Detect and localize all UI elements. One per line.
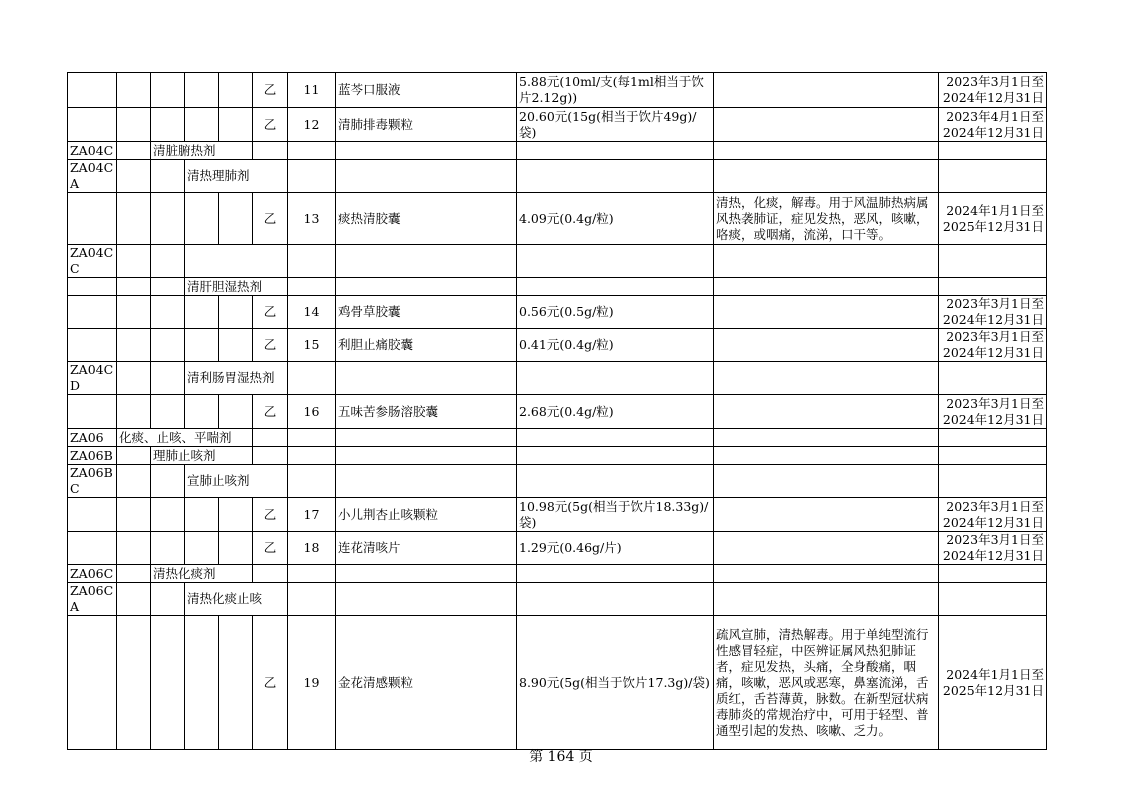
category-code-cell: ZA04CD <box>68 362 117 395</box>
drug-number-cell: 14 <box>288 296 336 329</box>
category-name-cell: 宣肺止咳剂 <box>185 465 288 498</box>
payment-scope-cell <box>714 465 939 498</box>
payment-scope-cell <box>714 245 939 278</box>
drug-number-cell: 13 <box>288 193 336 245</box>
empty-cell <box>117 583 151 616</box>
empty-cell <box>253 447 288 465</box>
empty-cell <box>219 616 253 750</box>
page-number: 第 164 页 <box>529 749 593 765</box>
drug-number-cell: 16 <box>288 395 336 429</box>
empty-cell <box>253 565 288 583</box>
price-spec-cell <box>517 565 714 583</box>
validity-date-cell: 2023年3月1日至2024年12月31日 <box>939 73 1047 108</box>
empty-cell <box>117 245 151 278</box>
empty-cell <box>288 278 336 296</box>
drug-name-cell: 金花清感颗粒 <box>336 616 517 750</box>
category-row <box>68 362 1047 395</box>
drug-type-cell: 乙 <box>253 73 288 108</box>
payment-scope-cell <box>714 362 939 395</box>
drug-name-cell: 清肺排毒颗粒 <box>336 108 517 142</box>
category-name-cell: 化痰、止咳、平喘剂 <box>117 429 253 447</box>
empty-cell <box>253 429 288 447</box>
category-row <box>68 160 1047 193</box>
empty-cell <box>219 395 253 429</box>
code-cell <box>68 616 117 750</box>
validity-date-cell: 2024年1月1日至2025年12月31日 <box>939 616 1047 750</box>
price-spec-cell <box>517 583 714 616</box>
payment-scope-cell <box>714 278 939 296</box>
drug-name-cell <box>336 362 517 395</box>
drug-name-cell: 痰热清胶囊 <box>336 193 517 245</box>
price-spec-cell: 0.41元(0.4g/粒) <box>517 329 714 362</box>
payment-scope-cell <box>714 108 939 142</box>
empty-cell <box>288 565 336 583</box>
category-row <box>68 565 1047 583</box>
drug-number-cell: 18 <box>288 532 336 565</box>
category-row <box>68 583 1047 616</box>
drug-number-cell: 15 <box>288 329 336 362</box>
category-code-cell <box>68 278 117 296</box>
category-code-cell: ZA04C <box>68 142 117 160</box>
empty-cell <box>151 395 185 429</box>
empty-cell <box>117 532 151 565</box>
category-code-cell: ZA06B <box>68 447 117 465</box>
drug-name-cell <box>336 160 517 193</box>
empty-cell <box>185 329 219 362</box>
drug-name-cell <box>336 565 517 583</box>
empty-cell <box>151 465 185 498</box>
price-spec-cell <box>517 142 714 160</box>
empty-cell <box>117 296 151 329</box>
code-cell <box>68 296 117 329</box>
empty-cell <box>117 616 151 750</box>
empty-cell <box>288 465 336 498</box>
drug-name-cell <box>336 465 517 498</box>
drug-number-cell: 11 <box>288 73 336 108</box>
empty-cell <box>117 193 151 245</box>
category-name-cell <box>185 245 288 278</box>
empty-cell <box>185 616 219 750</box>
payment-scope-cell <box>714 329 939 362</box>
category-name-cell: 清肝胆湿热剂 <box>185 278 288 296</box>
empty-cell <box>151 498 185 532</box>
category-code-cell: ZA04CC <box>68 245 117 278</box>
table-body <box>68 73 1047 750</box>
drug-row <box>68 108 1047 142</box>
category-name-cell: 清热化痰剂 <box>151 565 253 583</box>
drug-type-cell: 乙 <box>253 193 288 245</box>
empty-cell <box>151 73 185 108</box>
empty-cell <box>151 193 185 245</box>
drug-number-cell: 17 <box>288 498 336 532</box>
category-name-cell: 清热化痰止咳 <box>185 583 288 616</box>
category-code-cell: ZA04CA <box>68 160 117 193</box>
empty-cell <box>219 532 253 565</box>
price-spec-cell <box>517 245 714 278</box>
empty-cell <box>117 142 151 160</box>
validity-date-cell <box>939 429 1047 447</box>
price-spec-cell <box>517 429 714 447</box>
empty-cell <box>219 296 253 329</box>
drug-name-cell: 五味苦参肠溶胶囊 <box>336 395 517 429</box>
category-name-cell: 清脏腑热剂 <box>151 142 253 160</box>
validity-date-cell <box>939 583 1047 616</box>
price-spec-cell <box>517 160 714 193</box>
empty-cell <box>185 395 219 429</box>
payment-scope-cell: 疏风宣肺，清热解毒。用于单纯型流行性感冒轻症，中医辨证属风热犯肺证者，症见发热，头痛，全身酸痛，咽痛，咳嗽，恶风或恶寒，鼻塞流涕，舌质红，舌苔薄黄，脉数。在新型冠状病毒肺炎的常规治疗中，可用于轻型、普通型引起的发热、咳嗽、乏力。 <box>714 616 939 750</box>
category-row <box>68 142 1047 160</box>
drug-name-cell: 蓝芩口服液 <box>336 73 517 108</box>
validity-date-cell: 2023年3月1日至2024年12月31日 <box>939 395 1047 429</box>
empty-cell <box>151 160 185 193</box>
empty-cell <box>117 395 151 429</box>
drug-number-cell: 19 <box>288 616 336 750</box>
empty-cell <box>288 429 336 447</box>
category-code-cell: ZA06 <box>68 429 117 447</box>
validity-date-cell: 2023年3月1日至2024年12月31日 <box>939 532 1047 565</box>
validity-date-cell <box>939 447 1047 465</box>
validity-date-cell <box>939 362 1047 395</box>
empty-cell <box>117 73 151 108</box>
empty-cell <box>117 108 151 142</box>
price-spec-cell <box>517 465 714 498</box>
validity-date-cell <box>939 245 1047 278</box>
empty-cell <box>151 245 185 278</box>
drug-type-cell: 乙 <box>253 498 288 532</box>
payment-scope-cell: 清热，化痰，解毒。用于风温肺热病属风热袭肺证，症见发热，恶风，咳嗽，咯痰，或咽痛，流涕，口干等。 <box>714 193 939 245</box>
empty-cell <box>185 532 219 565</box>
payment-scope-cell <box>714 160 939 193</box>
empty-cell <box>185 498 219 532</box>
category-name-cell: 清利肠胃湿热剂 <box>185 362 288 395</box>
validity-date-cell <box>939 160 1047 193</box>
drug-number-cell: 12 <box>288 108 336 142</box>
empty-cell <box>185 73 219 108</box>
price-spec-cell: 10.98元(5g(相当于饮片18.33g)/袋) <box>517 498 714 532</box>
price-spec-cell: 2.68元(0.4g/粒) <box>517 395 714 429</box>
category-code-cell: ZA06BC <box>68 465 117 498</box>
empty-cell <box>288 583 336 616</box>
payment-scope-cell <box>714 583 939 616</box>
code-cell <box>68 532 117 565</box>
empty-cell <box>117 447 151 465</box>
empty-cell <box>117 565 151 583</box>
category-row <box>68 245 1047 278</box>
category-row <box>68 278 1047 296</box>
drug-row <box>68 193 1047 245</box>
drug-name-cell <box>336 278 517 296</box>
price-spec-cell: 20.60元(15g(相当于饮片49g)/袋) <box>517 108 714 142</box>
category-name-cell: 清热理肺剂 <box>185 160 288 193</box>
category-name-cell: 理肺止咳剂 <box>151 447 253 465</box>
drug-name-cell <box>336 583 517 616</box>
empty-cell <box>117 278 151 296</box>
code-cell <box>68 108 117 142</box>
category-code-cell: ZA06C <box>68 565 117 583</box>
category-row <box>68 465 1047 498</box>
empty-cell <box>117 465 151 498</box>
empty-cell <box>219 108 253 142</box>
validity-date-cell: 2023年3月1日至2024年12月31日 <box>939 498 1047 532</box>
category-code-cell: ZA06CA <box>68 583 117 616</box>
empty-cell <box>151 616 185 750</box>
validity-date-cell <box>939 465 1047 498</box>
drug-name-cell <box>336 429 517 447</box>
payment-scope-cell <box>714 532 939 565</box>
empty-cell <box>288 447 336 465</box>
empty-cell <box>219 73 253 108</box>
price-spec-cell: 1.29元(0.46g/片) <box>517 532 714 565</box>
empty-cell <box>219 498 253 532</box>
payment-scope-cell <box>714 498 939 532</box>
drug-name-cell: 利胆止痛胶囊 <box>336 329 517 362</box>
empty-cell <box>151 362 185 395</box>
empty-cell <box>288 160 336 193</box>
empty-cell <box>288 245 336 278</box>
empty-cell <box>117 329 151 362</box>
validity-date-cell: 2024年1月1日至2025年12月31日 <box>939 193 1047 245</box>
validity-date-cell: 2023年4月1日至2024年12月31日 <box>939 108 1047 142</box>
price-spec-cell: 5.88元(10ml/支(每1ml相当于饮片2.12g)) <box>517 73 714 108</box>
payment-scope-cell <box>714 429 939 447</box>
empty-cell <box>219 193 253 245</box>
drug-list-table <box>67 72 1047 750</box>
empty-cell <box>219 329 253 362</box>
price-spec-cell <box>517 447 714 465</box>
drug-row <box>68 532 1047 565</box>
drug-name-cell <box>336 245 517 278</box>
code-cell <box>68 193 117 245</box>
drug-name-cell: 小儿荆杏止咳颗粒 <box>336 498 517 532</box>
category-row <box>68 429 1047 447</box>
price-spec-cell: 4.09元(0.4g/粒) <box>517 193 714 245</box>
drug-type-cell: 乙 <box>253 395 288 429</box>
empty-cell <box>185 296 219 329</box>
code-cell <box>68 395 117 429</box>
empty-cell <box>151 278 185 296</box>
payment-scope-cell <box>714 142 939 160</box>
empty-cell <box>151 532 185 565</box>
validity-date-cell: 2023年3月1日至2024年12月31日 <box>939 329 1047 362</box>
empty-cell <box>185 193 219 245</box>
drug-row <box>68 498 1047 532</box>
payment-scope-cell <box>714 447 939 465</box>
price-spec-cell: 8.90元(5g(相当于饮片17.3g)/袋) <box>517 616 714 750</box>
drug-row <box>68 296 1047 329</box>
drug-name-cell <box>336 447 517 465</box>
drug-type-cell: 乙 <box>253 108 288 142</box>
empty-cell <box>288 362 336 395</box>
empty-cell <box>117 362 151 395</box>
payment-scope-cell <box>714 296 939 329</box>
empty-cell <box>151 583 185 616</box>
empty-cell <box>117 498 151 532</box>
payment-scope-cell <box>714 395 939 429</box>
drug-type-cell: 乙 <box>253 532 288 565</box>
empty-cell <box>185 108 219 142</box>
drug-type-cell: 乙 <box>253 296 288 329</box>
drug-name-cell <box>336 142 517 160</box>
validity-date-cell <box>939 278 1047 296</box>
empty-cell <box>151 296 185 329</box>
empty-cell <box>253 142 288 160</box>
drug-row <box>68 73 1047 108</box>
drug-name-cell: 连花清咳片 <box>336 532 517 565</box>
drug-type-cell: 乙 <box>253 616 288 750</box>
drug-type-cell: 乙 <box>253 329 288 362</box>
empty-cell <box>151 329 185 362</box>
payment-scope-cell <box>714 565 939 583</box>
validity-date-cell <box>939 142 1047 160</box>
code-cell <box>68 498 117 532</box>
validity-date-cell: 2023年3月1日至2024年12月31日 <box>939 296 1047 329</box>
category-row <box>68 447 1047 465</box>
price-spec-cell <box>517 278 714 296</box>
validity-date-cell <box>939 565 1047 583</box>
drug-row <box>68 616 1047 750</box>
drug-row <box>68 395 1047 429</box>
price-spec-cell <box>517 362 714 395</box>
code-cell <box>68 73 117 108</box>
empty-cell <box>151 108 185 142</box>
empty-cell <box>117 160 151 193</box>
empty-cell <box>288 142 336 160</box>
drug-row <box>68 329 1047 362</box>
payment-scope-cell <box>714 73 939 108</box>
code-cell <box>68 329 117 362</box>
price-spec-cell: 0.56元(0.5g/粒) <box>517 296 714 329</box>
drug-name-cell: 鸡骨草胶囊 <box>336 296 517 329</box>
